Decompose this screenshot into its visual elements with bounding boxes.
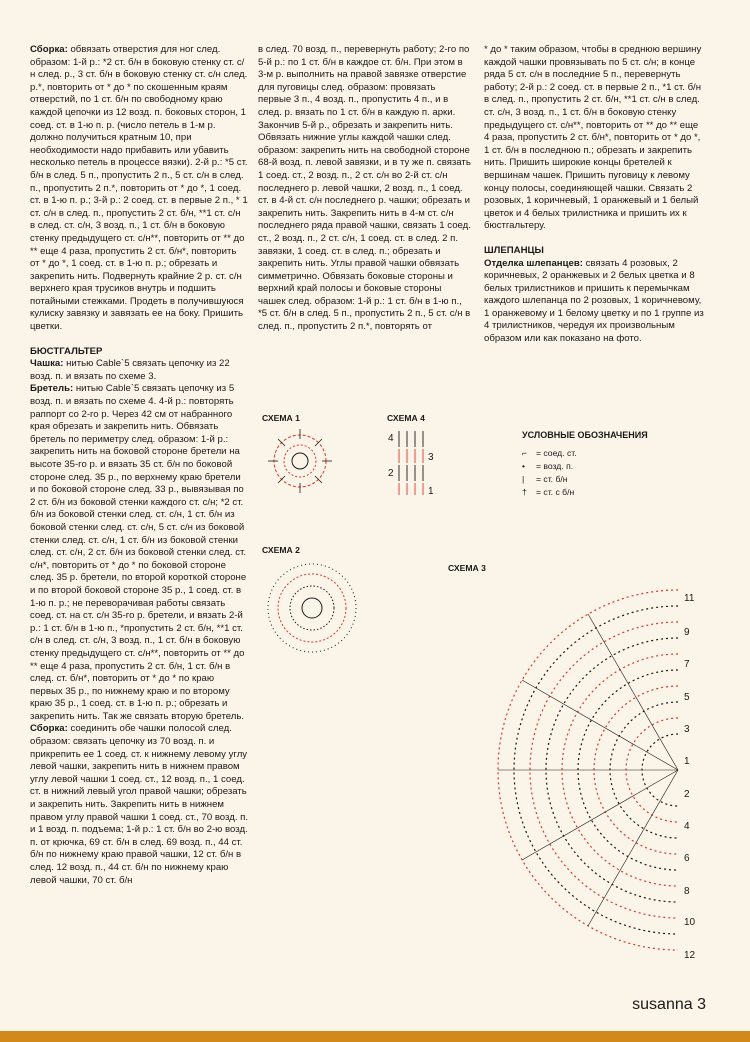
scheme4-diagram	[385, 425, 445, 500]
scheme3-row-11: 11	[684, 593, 695, 604]
paragraph-cup: Чашка: нитью Cable`5 связать цепочку из 22 возд. п. и вязать по схеме 3.	[30, 358, 230, 382]
slip-stitch-icon: ⌐	[522, 447, 528, 458]
scheme4-row-2: 2	[388, 468, 394, 479]
scheme4-row-3: 3	[428, 452, 434, 463]
heading-slippers: ШЛЕПАНЦЫ	[484, 244, 544, 256]
scheme3-row-10: 10	[684, 917, 696, 928]
scheme4-label: СХЕМА 4	[387, 413, 425, 423]
scheme3-row-5: 5	[684, 692, 690, 703]
scheme3-row-4: 4	[684, 821, 690, 832]
scheme3-row-1: 1	[684, 756, 690, 767]
paragraph-strap: Бретель: нитью Cable`5 связать цепочку из 5 возд. п. и вязать по схеме 4. 4-й р.: повторять раппорт со 2-го р. Через 42 см от набранного края обрезать и закрепить нить. Обвязать бретель по периметру след. образом: 1-й р.: закрепить нить на боковой стороне бретели на высоте 35-го р. и вязать 35 ст. б/н по боковой стороне след. 35 р., по верхнему краю бретели и по боковой стороне след. 33 р., вывязывая по 2 ст. б/н из боковой стенки каждого ст. с/н; *2 ст. б/н из боковой стенки след. ст. с/н, 1 ст. б/н из боковой стенки след. ст. с/н, 5 ст. с/н из боковой стенки след. ст. с/н, 1 ст. б/н из боковой стенки след. ст. с/н, 2 ст. б/н из боковой стенки след. ст. с/н*, повторить от * до * по боковой стороне след. 35 р. бретели, по второй короткой стороне и по второй боковой стороне 35 р., 1 соед. ст. в 1-ю п. р.; не переворачивая работы связать соед. ст. на ст. с/н 35-го р. бретели, и вязать 2-й р.: 1 ст. б/н в 1-ю п., *пропустить 2 ст. б/н, **1 ст. с/н в след. ст. с/н, 3 возд. п., 1 ст. б/н в боковую стенку предыдущего ст. с/н**, повторить от ** до ** еще 4 раза, пропустить 2 ст. б/н, 1 ст. б/н в след. ст. б/н*, повторить от * до * по краю первых 35 р., по нижнему краю и по второму краю 35 р., 1 соед. ст. в 1-ю п. р.; обрезать и закрепить нить. Так же связать вторую бретель.	[30, 383, 247, 722]
paragraph-assembly-panties: Сборка: обвязать отверстия для ног след. образом: 1-й р.: *2 ст. б/н в боковую стенку ст. с/н след. р., 3 ст. б/н в боковую стенку ст. с/н след. р.*, повторить от * до * по скошенным краям отверстий, по 1 ст. б/н по свободному краю каждой цепочки из 12 возд. п. боковых сторон, 1 соед. ст. в 1-ю п. р. (число петель в 1-м р. должно получиться кратным 10, при необходимости надо прибавить или убавить несколько петель в процессе вязки). 2-й р.: *5 ст. б/н в след. 5 п., пропустить 2 п., 5 ст. с/н в след. п., пропустить 2 п.*, повторить от * до *, 1 соед. ст. в 1-ю п. р.; 3-й р.: 2 соед. ст. в первые 2 п., * 1 ст. с/н в след. п., пропустить 2 ст. б/н, **1 ст. с/н в след. ст. с/н, 3 возд. п., 1 ст. б/н в боковую стенку предыдущего ст. с/н**, повторить от ** до ** еще 4 раза, пропустить 2 ст. б/н*, повторить от * до *, 1 соед. ст. в 1-ю п. р.; обрезать и закрепить нить. Подвернуть крайние 2 р. ст. с/н верхнего края трусиков внутрь и подшить потайными стежками. Продеть в получившуюся кулиску завязку и завязать ее на боку. Пришить цветки.	[30, 44, 248, 333]
text-column-1	[30, 44, 248, 887]
paragraph-slippers: Отделка шлепанцев: связать 4 розовых, 2 коричневых, 2 оранжевых и 2 белых цветка и 8 белых трилистников и пришить к перемычкам каждого шлепанца по 2 розовых, 1 коричневому, 1 оранжевому и 1 белому цветку и по 1 группе из 4 трилистников, чередуя их произвольным образом или как показано на фото.	[484, 257, 704, 345]
scheme2-label: СХЕМА 2	[262, 545, 300, 555]
scheme3-row-3: 3	[684, 724, 690, 735]
legend-item-sc: | = ст. б/н	[522, 473, 568, 484]
legend-title: УСЛОВНЫЕ ОБОЗНАЧЕНИЯ	[522, 430, 648, 440]
scheme3-row-9: 9	[684, 627, 690, 638]
scheme1-stitches	[268, 429, 332, 493]
scheme3-row-6: 6	[684, 853, 690, 864]
footer-bar	[0, 1031, 750, 1042]
footer-brand: susanna 3	[632, 996, 706, 1013]
paragraph-assembly-bra: Сборка: соединить обе чашки полосой след. образом: связать цепочку из 70 возд. п. и прикрепить ее 1 соед. ст. к нижнему левому углу левой чашки, закрепить нить в нижнем правом углу левой чашки 1 соед. ст., 12 возд. п., 1 соед. ст. в нижний левый угол правой чашки; обрезать и закрепить нить. Закрепить нить в нижнем правом углу правой чашки 1 соед. ст., 70 возд. п. и 1 возд. п. подъема; 1-й р.: 1 ст. б/н во 2-ю возд. п. от крючка, 69 ст. б/н в след. 69 возд. п., 44 ст. б/н по нижнему краю правой чашки, 12 ст. б/н в след. 12 возд. п., 44 ст. б/н по нижнему краю левой чашки, 70 ст. б/н	[30, 723, 249, 886]
legend-item-dc: † = ст. с б/н	[522, 486, 575, 497]
scheme1-diagram	[262, 425, 342, 495]
paragraph-bra-end: * до * таким образом, чтобы в среднюю вершину каждой чашки провязывать по 5 ст. с/н; в конце ряда 5 ст. с/н в последние 5 п., перевернуть работу; 2-й р.: 2 соед. ст. в первые 2 п., *1 ст. б/н в след. п., пропустить 2 ст. б/н, **1 ст. с/н в след. ст. с/н, 3 возд. п., 1 ст. б/н в боковую стенку предыдущего ст. с/н**, повторить от ** до ** еще 4 раза, пропустить 2 ст. б/н*, повторить от * до *, 1 ст. б/н в последнюю п.; обрезать и закрепить нить. Пришить широкие концы бретелей к вершинам чашек. Пришить пуговицу к левому концу полосы, соединяющей чашки. Связать 2 розовых, 1 коричневый, 1 оранжевый и 1 белый цветок и 4 белых трилистника и пришить их к бюстгальтеру.	[484, 44, 702, 232]
legend	[522, 430, 648, 498]
page-number: 3	[697, 996, 706, 1013]
text-column-2	[258, 44, 471, 334]
scheme4-row-4: 4	[388, 433, 394, 444]
scheme4-row-1: 1	[428, 486, 434, 497]
scheme3-diagram	[328, 570, 684, 970]
double-crochet-icon: †	[522, 486, 527, 497]
scheme1-label: СХЕМА 1	[262, 413, 300, 423]
legend-item-chain: • = возд. п.	[522, 460, 574, 471]
text-column-3	[484, 44, 706, 346]
paragraph-bra-continued: в след. 70 возд. п., перевернуть работу; 2-го по 5-й р.: по 1 ст. б/н в каждое ст. б/н. При этом в 3-м р. выполнить на правой завязке отверстие для пуговицы след. образом: провязать первые 3 п., 4 возд. п., пропустить 4 п., и в след. р. вязать по 1 ст. б/н в каждую п. арки. Закончив 5-й р., обрезать и закрепить нить. Обвязать нижние углы каждой чашки след. образом: закрепить нить на свободной стороне 68-й возд. п. левой завязки, и в ту же п. связать 1 соед. ст., 2 возд. п., 2 ст. с/н во 2-й ст. с/н последнего р. левой чашки, 2 возд. п., 1 соед. ст. в 4-й ст. с/н последнего р. чашки; обрезать и закрепить нить. Закрепить нить в 4-м ст. с/н последнего ряда правой чашки, связать 1 соед. ст., 2 возд. п., 2 ст. с/н, 1 соед. ст. в след. 2 п. завязки, 1 соед. ст. в след. п.; обрезать и закрепить нить. Углы правой чашки обвязать симметрично. Обвязать боковые стороны и верхний край полосы и боковые стороны чашек след. образом: 1-й р.: 1 ст. б/н в 1-ю п., *5 ст. б/н в след. 5 п., пропустить 2 п., 5 ст. с/н в след. п., пропустить 2 п.*, повторять от	[258, 44, 471, 333]
single-crochet-icon: |	[522, 473, 525, 484]
scheme3-row-7: 7	[684, 659, 690, 670]
scheme3-label: СХЕМА 3	[448, 563, 486, 573]
heading-bra: БЮСТГАЛЬТЕР	[30, 345, 103, 357]
scheme3-row-2: 2	[684, 789, 690, 800]
scheme3-row-8: 8	[684, 886, 690, 897]
legend-item-slip: ⌐ = соед. ст.	[522, 447, 577, 458]
scheme3-row-12: 12	[684, 950, 696, 961]
chain-stitch-icon: •	[522, 460, 526, 471]
